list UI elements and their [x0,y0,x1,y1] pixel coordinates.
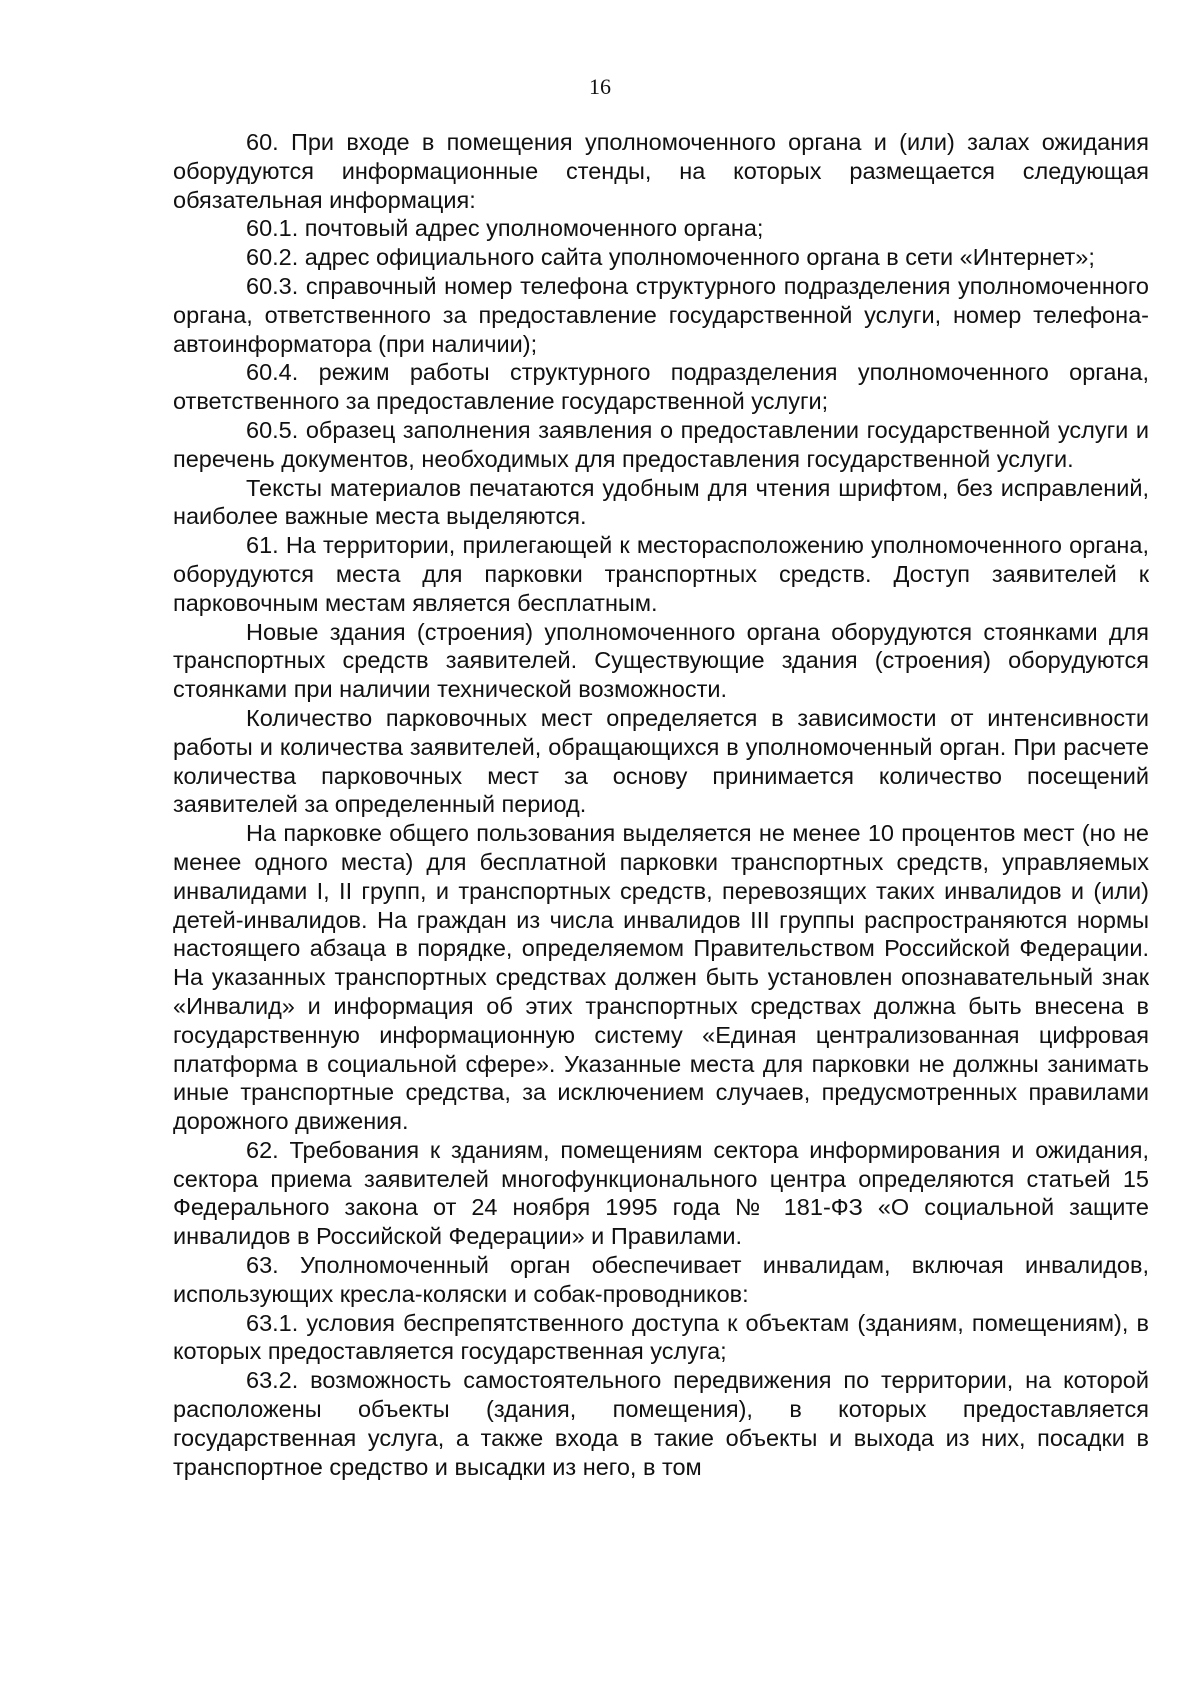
paragraph-disabled-parking: На парковке общего пользования выделяется не менее 10 процентов мест (но не менее одного места) для бесплатной парковки транспортных средств, управляемых инвалидами I, II групп, и транспортных средств, перевозящих таких инвалидов и (или) детей-инвалидов. На граждан из числа инвалидов III группы распространяются нормы настоящего абзаца в порядке, определяемом Правительством Российской Федерации. На указанных транспортных средствах должен быть установлен опознавательный знак «Инвалид» и информация об этих транспортных средствах должна быть внесена в государственную информационную систему «Единая централизованная цифровая платформа в социальной сфере». Указанные места для парковки не должны занимать иные транспортные средства, за исключением случаев, предусмотренных правилами дорожного движения. [173,820,1149,1135]
paragraph-60-5: 60.5. образец заполнения заявления о предоставлении государственной услуги и перечень документов, необходимых для предоставления государственной услуги. [173,416,1149,472]
paragraph-new-buildings: Новые здания (строения) уполномоченного органа оборудуются стоянками для транспортных средств заявителей. Существующие здания (строения) оборудуются стоянками при наличии технической возможности. [173,618,1149,703]
paragraph-63: 63. Уполномоченный орган обеспечивает инвалидам, включая инвалидов, использующих кресла-коляски и собак-проводников: [173,1252,1149,1307]
paragraph-60-1: 60.1. почтовый адрес уполномоченного органа; [246,215,764,242]
paragraph-61: 61. На территории, прилегающей к месторасположению уполномоченного органа, оборудуются места для парковки транспортных средств. Доступ заявителей к парковочным местам является бесплатным. [173,532,1149,616]
paragraph-60: 60. При входе в помещения уполномоченного органа и (или) залах ожидания оборудуются информационные стенды, на которых размещается следующая обязательная информация: [173,129,1149,213]
paragraph-60-2: 60.2. адрес официального сайта уполномоченного органа в сети «Интернет»; [246,244,1095,271]
page-number: 16 [589,74,611,99]
paragraph-materials-text: Тексты материалов печатаются удобным для чтения шрифтом, без исправлений, наиболее важные места выделяются. [173,474,1149,530]
paragraph-62: 62. Требования к зданиям, помещениям сектора информирования и ожидания, сектора приема заявителей многофункционального центра определяются статьей 15 Федерального закона от 24 ноября 1995 года № 181-ФЗ «О социальной защите инвалидов в Российской Федерации» и Правилами. [173,1136,1149,1250]
paragraph-63-1: 63.1. условия беспрепятственного доступа к объектам (зданиям, помещениям), в которых предоставляется государственная услуга; [173,1309,1149,1365]
paragraph-60-3: 60.3. справочный номер телефона структурного подразделения уполномоченного органа, ответственного за предоставление государственной услуги, номер телефона-автоинформатора (при наличии); [173,272,1149,357]
paragraph-60-4: 60.4. режим работы структурного подразделения уполномоченного органа, ответственного за предоставление государственной услуги; [173,359,1149,415]
document-body [173,128,1149,1481]
paragraph-63-2: 63.2. возможность самостоятельного передвижения по территории, на которой расположены объекты (здания, помещения), в которых предоставляется государственная услуга, а также входа в такие объекты и выхода из них, посадки в транспортное средство и высадки из него, в том [173,1367,1149,1480]
paragraph-parking-count: Количество парковочных мест определяется в зависимости от интенсивности работы и количества заявителей, обращающихся в уполномоченный орган. При расчете количества парковочных мест за основу принимается количество посещений заявителей за определенный период. [173,704,1149,818]
